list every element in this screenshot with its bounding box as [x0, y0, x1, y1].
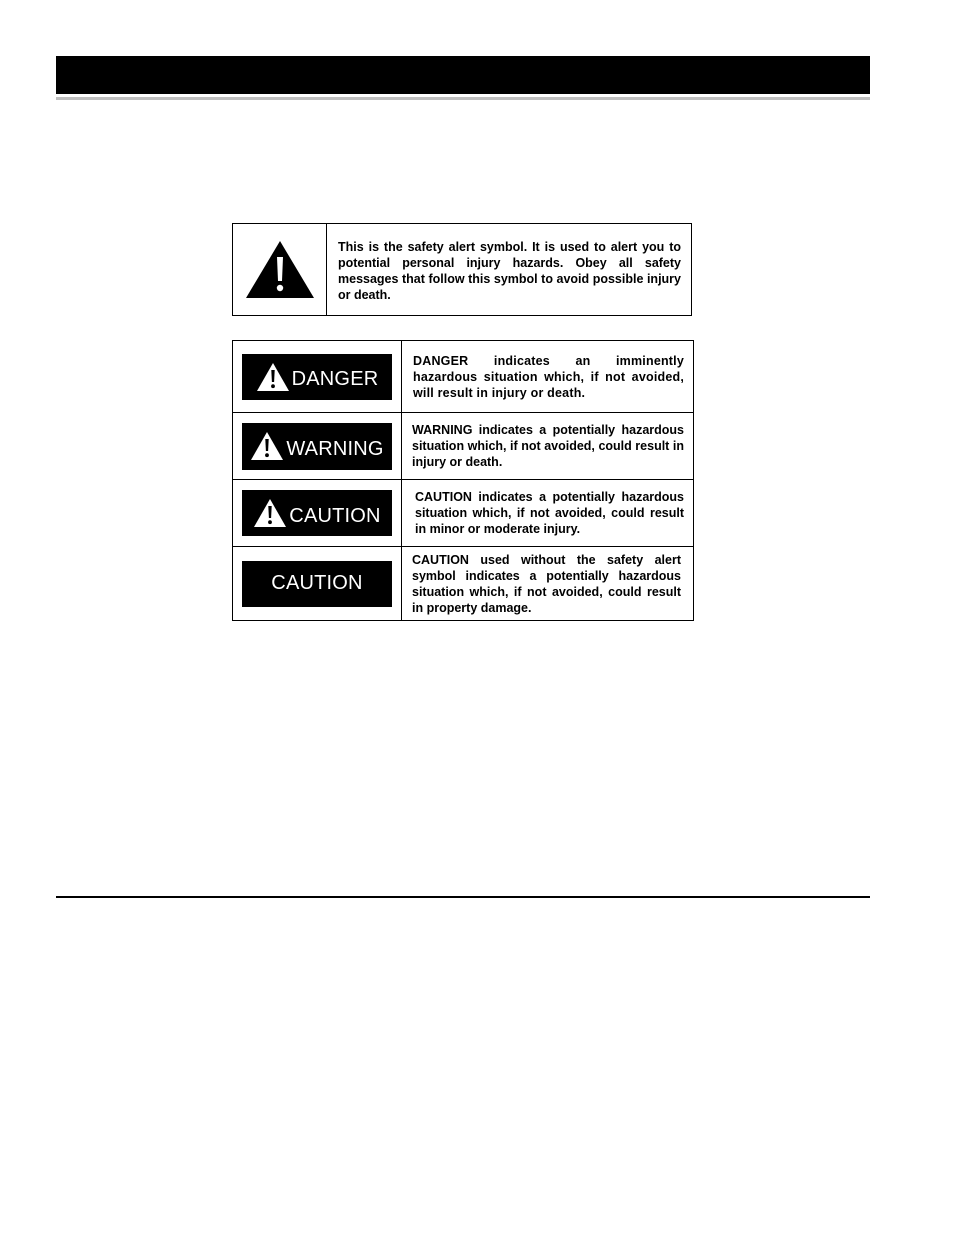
- signal-word-label: CAUTION: [289, 504, 381, 527]
- caution-signal-tag: [242, 490, 392, 536]
- safety-alert-text: This is the safety alert symbol. It is used to alert you to potential personal injury hazards. Obey all safety messages that follow this symbol to avoid possible injury or death.: [338, 240, 681, 302]
- header-rule: [56, 97, 870, 100]
- signal-word-label: WARNING: [286, 437, 384, 460]
- safety-alert-triangle-icon: [244, 239, 316, 301]
- caution-plain-signal-tag: [242, 561, 392, 607]
- signal-word-label: DANGER: [291, 368, 379, 390]
- danger-signal-tag: [242, 354, 392, 400]
- safety-alert-triangle-icon: [256, 362, 290, 392]
- signal-row-caution-alert: [233, 480, 693, 547]
- safety-alert-box: [232, 223, 692, 316]
- signal-label-cell: [233, 480, 402, 546]
- signal-description: [402, 413, 693, 479]
- signal-description-text: CAUTION indicates a potentially hazardous situation which, if not avoided, could result in minor or moderate injury.: [415, 490, 684, 536]
- signal-word-label: CAUTION: [271, 572, 363, 594]
- safety-alert-icon-cell: [233, 224, 327, 315]
- signal-description: [402, 480, 693, 546]
- signal-label-cell: [233, 413, 402, 479]
- signal-description: [402, 547, 693, 620]
- signal-description-text: DANGER indicates an imminently hazardous situation which, if not avoided, will result in injury or death.: [413, 353, 684, 400]
- signal-row-caution-plain: [233, 547, 693, 620]
- signal-row-danger: [233, 341, 693, 413]
- signal-label-cell: [233, 341, 402, 412]
- footer-rule: [56, 896, 870, 898]
- signal-description: [402, 341, 693, 412]
- signal-description-text: CAUTION used without the safety alert symbol indicates a potentially hazardous situation which, if not avoided, could result in property damage.: [412, 552, 681, 615]
- warning-signal-tag: [242, 423, 392, 470]
- header-bar: [56, 56, 870, 94]
- signal-row-warning: [233, 413, 693, 480]
- signal-description-text: WARNING indicates a potentially hazardous situation which, if not avoided, could result in injury or death.: [412, 423, 684, 469]
- safety-alert-triangle-icon: [253, 498, 287, 528]
- safety-alert-triangle-icon: [250, 431, 284, 461]
- signal-label-cell: [233, 547, 402, 620]
- signal-word-table: [232, 340, 694, 621]
